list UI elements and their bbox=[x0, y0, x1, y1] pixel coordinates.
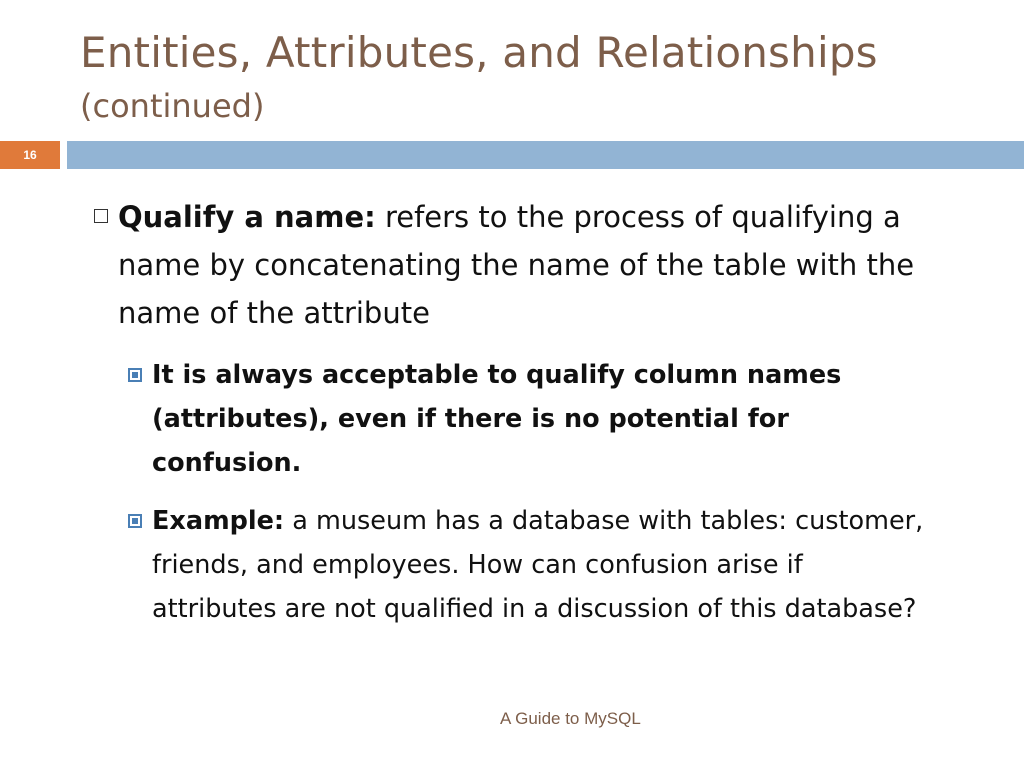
sub-bullet-text: It is always acceptable to qualify column names (attributes), even if there is no potential for confusion. bbox=[152, 360, 842, 478]
example-text: a museum has a database with tables: customer, friends, and employees. How can confusion arise if attributes are not qualified in a discussion of this database? bbox=[152, 506, 924, 624]
accent-bar bbox=[67, 141, 1024, 169]
footer-text: A Guide to MySQL bbox=[500, 709, 641, 728]
slide-number: 16 bbox=[0, 141, 60, 169]
sub-bullet-always-acceptable bbox=[128, 353, 926, 485]
bullet-list bbox=[94, 193, 994, 631]
slide-title bbox=[80, 26, 1000, 128]
bullet-qualify-name bbox=[94, 193, 978, 337]
filled-square-bullet-icon bbox=[128, 368, 142, 382]
bullet-term: Qualify a name: bbox=[118, 200, 376, 234]
example-label: Example: bbox=[152, 506, 285, 536]
bullet-definition: refers to the process of qualifying a name by concatenating the name of the table with the name of the attribute bbox=[118, 200, 915, 330]
filled-square-bullet-icon bbox=[128, 514, 142, 528]
sub-bullet-example bbox=[128, 499, 926, 631]
title-line-1: Entities, Attributes, and Relationships bbox=[80, 28, 878, 77]
title-line-2: (continued) bbox=[80, 87, 265, 125]
square-bullet-icon bbox=[94, 209, 108, 223]
